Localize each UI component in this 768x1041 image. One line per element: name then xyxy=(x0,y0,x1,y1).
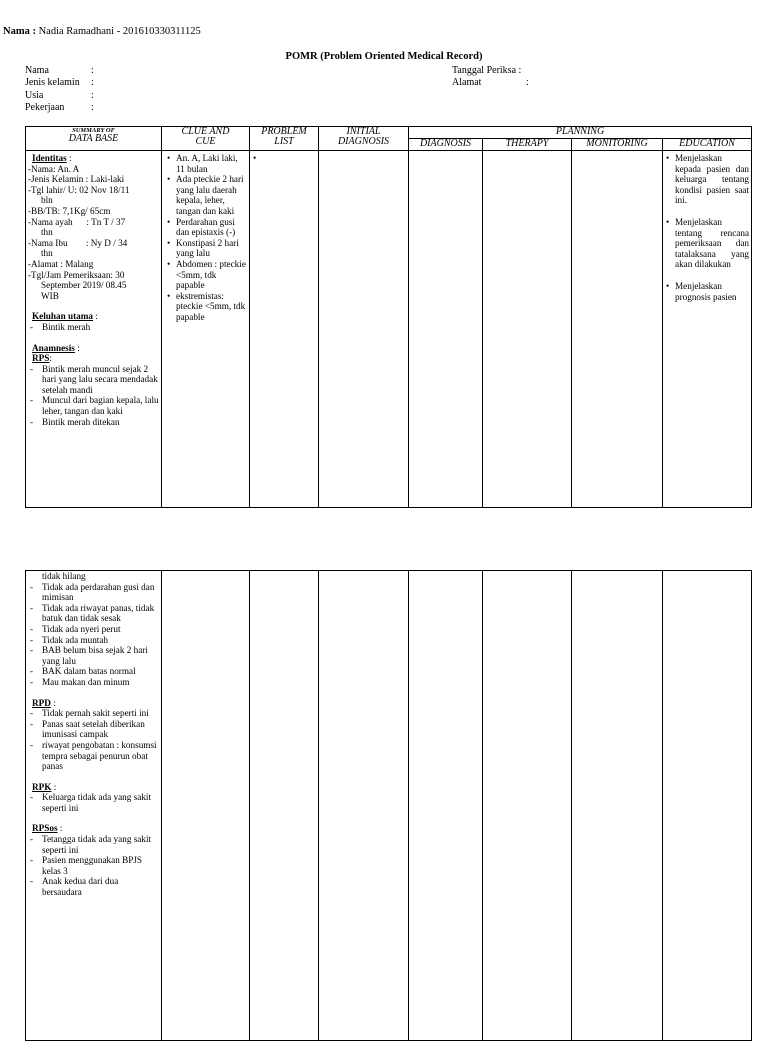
col-planning-header: PLANNING xyxy=(409,127,752,139)
col-clue-header xyxy=(162,127,250,151)
list-item: - Tidak pernah sakit seperti ini xyxy=(28,708,159,719)
list-item: - Bintik merah ditekan xyxy=(28,417,159,428)
list-item: - Panas saat setelah diberikan imunisasi campak xyxy=(28,719,159,740)
problem-cell-continued xyxy=(250,571,319,1041)
keluhan-list xyxy=(28,322,159,333)
identitas-heading xyxy=(28,153,159,164)
initial-diagnosis-cell-continued xyxy=(319,571,409,1041)
diagnosis-cell xyxy=(409,151,483,508)
list-item: • Perdarahan gusi dan epistaxis (-) xyxy=(166,217,247,238)
list-item: • Abdomen : pteckie <5mm, tdk papable xyxy=(166,259,247,291)
identitas-line: -Nama ayah : Tn T / 37 xyxy=(28,216,126,227)
anamnesis-colon: : xyxy=(74,342,80,353)
therapy-cell-continued xyxy=(483,571,572,1041)
list-item: - Pasien menggunakan BPJS kelas 3 xyxy=(28,855,159,876)
rps-heading xyxy=(28,353,159,364)
field-tanggal-periksa-label: Tanggal Periksa : xyxy=(452,65,522,76)
exam-fields-colons xyxy=(526,77,536,89)
col-problem-line2: LIST xyxy=(274,135,294,147)
list-item: - Tidak ada riwayat panas, tidak batuk dan tidak sesak xyxy=(28,603,159,624)
field-colon: : xyxy=(91,89,94,101)
field-colon: : xyxy=(91,102,94,114)
monitoring-cell xyxy=(572,151,663,508)
col-initial-line2: DIAGNOSIS xyxy=(337,135,390,147)
field-pekerjaan-label: Pekerjaan xyxy=(25,102,65,114)
col-therapy-header: THERAPY xyxy=(483,139,572,151)
anamnesis-title: Anamnesis xyxy=(32,342,75,353)
rpd-colon: : xyxy=(50,697,56,708)
clue-cell xyxy=(162,151,250,508)
list-item: - Tidak ada muntah xyxy=(28,635,159,646)
rpk-heading xyxy=(28,782,159,793)
identitas-title: Identitas xyxy=(32,153,67,163)
col-clue-line1: CLUE AND xyxy=(181,126,230,137)
col-problem-header xyxy=(250,127,319,151)
identitas-line: -Tgl/Jam Pemeriksaan: 30 xyxy=(28,269,125,280)
pomr-table-page1 xyxy=(25,126,752,508)
field-jenis-kelamin-label: Jenis kelamin xyxy=(25,77,80,89)
list-item: - riwayat pengobatan : konsumsi tempra sebagai penurun obat panas xyxy=(28,740,159,772)
summary-cell-continued xyxy=(26,571,162,1041)
col-summary-label: DATA BASE xyxy=(68,133,119,144)
rpsos-list xyxy=(28,834,159,898)
student-name-value: Nadia Ramadhani - 201610330311125 xyxy=(35,26,201,37)
list-item: • Menjelaskan kepada pasien dan keluarga tentang kondisi pasien saat ini. xyxy=(665,153,749,206)
monitoring-cell-continued xyxy=(572,571,663,1041)
col-diagnosis-header: DIAGNOSIS xyxy=(409,139,483,151)
field-nama-label: Nama xyxy=(25,65,49,76)
rpd-list xyxy=(28,708,159,772)
list-item: • Konstipasi 2 hari yang lalu xyxy=(166,238,247,259)
initial-diagnosis-cell xyxy=(319,151,409,508)
identitas-line: -Nama Ibu : Ny D / 34 xyxy=(28,237,128,248)
patient-fields-colons xyxy=(91,65,101,115)
col-initial-header xyxy=(319,127,409,151)
list-item: • An. A, Laki laki, 11 bulan xyxy=(166,153,247,174)
rps-continued-list xyxy=(28,582,159,688)
clue-list xyxy=(166,153,247,323)
col-problem-line1: PROBLEM xyxy=(261,126,307,137)
col-summary-header xyxy=(26,127,162,151)
list-item: • Menjelaskan prognosis pasien xyxy=(665,281,749,302)
pomr-table-page2 xyxy=(25,570,752,1041)
rps-colon: : xyxy=(49,353,52,364)
list-item: • Ada pteckie 2 hari yang lalu daerah kepala, leher, tangan dan kaki xyxy=(166,174,247,216)
rpk-title: RPK xyxy=(32,781,52,792)
field-alamat-label: Alamat xyxy=(452,77,482,89)
exam-fields-labels xyxy=(452,65,552,90)
field-colon: : xyxy=(91,77,94,89)
identitas-line: -BB/TB: 7,1Kg/ 65cm xyxy=(28,205,111,216)
identitas-line: -Jenis Kelamin : Laki-laki xyxy=(28,174,125,185)
student-name-line xyxy=(3,26,201,37)
list-item: • Menjelaskan tentang rencana pemeriksaan dan tatalaksana yang akan dilakukan xyxy=(665,217,749,270)
identitas-line: -Nama: An. A xyxy=(28,163,80,174)
rpd-heading xyxy=(28,698,159,709)
list-item: - Tidak ada nyeri perut xyxy=(28,624,159,635)
rpd-title: RPD xyxy=(32,697,51,708)
education-list xyxy=(665,153,749,302)
rpk-list xyxy=(28,792,159,813)
keluhan-colon: : xyxy=(93,311,98,322)
rps-list xyxy=(28,364,159,428)
diagnosis-cell-continued xyxy=(409,571,483,1041)
col-initial-line1: INITIAL xyxy=(346,126,381,137)
identitas-line: bln xyxy=(41,195,53,206)
field-colon: : xyxy=(526,77,529,88)
col-clue-line2: CUE xyxy=(195,135,216,147)
summary-cell xyxy=(26,151,162,508)
identitas-colon: : xyxy=(66,153,72,163)
col-education-header: EDUCATION xyxy=(663,139,752,151)
list-item: - BAK dalam batas normal xyxy=(28,666,159,677)
col-summary-small: SUMMARY OF xyxy=(72,127,115,134)
identitas-line: September 2019/ 08.45 xyxy=(41,280,127,291)
identitas-line: thn xyxy=(41,227,53,238)
list-item: - Mau makan dan minum xyxy=(28,677,159,688)
list-item: - BAB belum bisa sejak 2 hari yang lalu xyxy=(28,645,159,666)
list-item: - Muncul dari bagian kepala, lalu leher, tangan dan kaki xyxy=(28,395,159,416)
therapy-cell xyxy=(483,151,572,508)
list-item: - Bintik merah muncul sejak 2 hari yang lalu secara mendadak setelah mandi xyxy=(28,364,159,396)
education-cell xyxy=(663,151,752,508)
col-monitoring-header: MONITORING xyxy=(572,139,663,151)
anamnesis-heading xyxy=(28,343,159,354)
list-item: - Tidak ada perdarahan gusi dan mimisan xyxy=(28,582,159,603)
list-item: - Anak kedua dari dua bersaudara xyxy=(28,876,159,897)
student-name-label: Nama : xyxy=(3,26,36,37)
identitas-line: WIB xyxy=(41,290,59,301)
rpsos-heading xyxy=(28,823,159,834)
rps-title: RPS xyxy=(32,353,50,364)
problem-cell xyxy=(250,151,319,508)
identitas-line: thn xyxy=(41,248,53,259)
document-title: POMR (Problem Oriented Medical Record) xyxy=(285,51,483,62)
list-item: - Tetangga tidak ada yang sakit seperti ini xyxy=(28,834,159,855)
list-item: - Keluarga tidak ada yang sakit seperti ini xyxy=(28,792,159,813)
rpk-colon: : xyxy=(51,781,57,792)
rps-continued-line: tidak hilang xyxy=(42,571,86,581)
list-item: - Bintik merah xyxy=(28,322,159,333)
keluhan-heading xyxy=(28,311,159,322)
identitas-line: -Tgl lahir/ U: 02 Nov 18/11 xyxy=(28,184,130,195)
field-colon: : xyxy=(91,65,94,76)
field-usia-label: Usia xyxy=(25,89,44,101)
rpsos-colon: : xyxy=(57,823,63,834)
identitas-line: -Alamat : Malang xyxy=(28,258,94,269)
education-cell-continued xyxy=(663,571,752,1041)
list-item: • ekstremistas: pteckie <5mm, tdk papable xyxy=(166,291,247,323)
clue-cell-continued xyxy=(162,571,250,1041)
rpsos-title: RPSos xyxy=(32,823,58,834)
keluhan-title: Keluhan utama xyxy=(32,311,94,322)
